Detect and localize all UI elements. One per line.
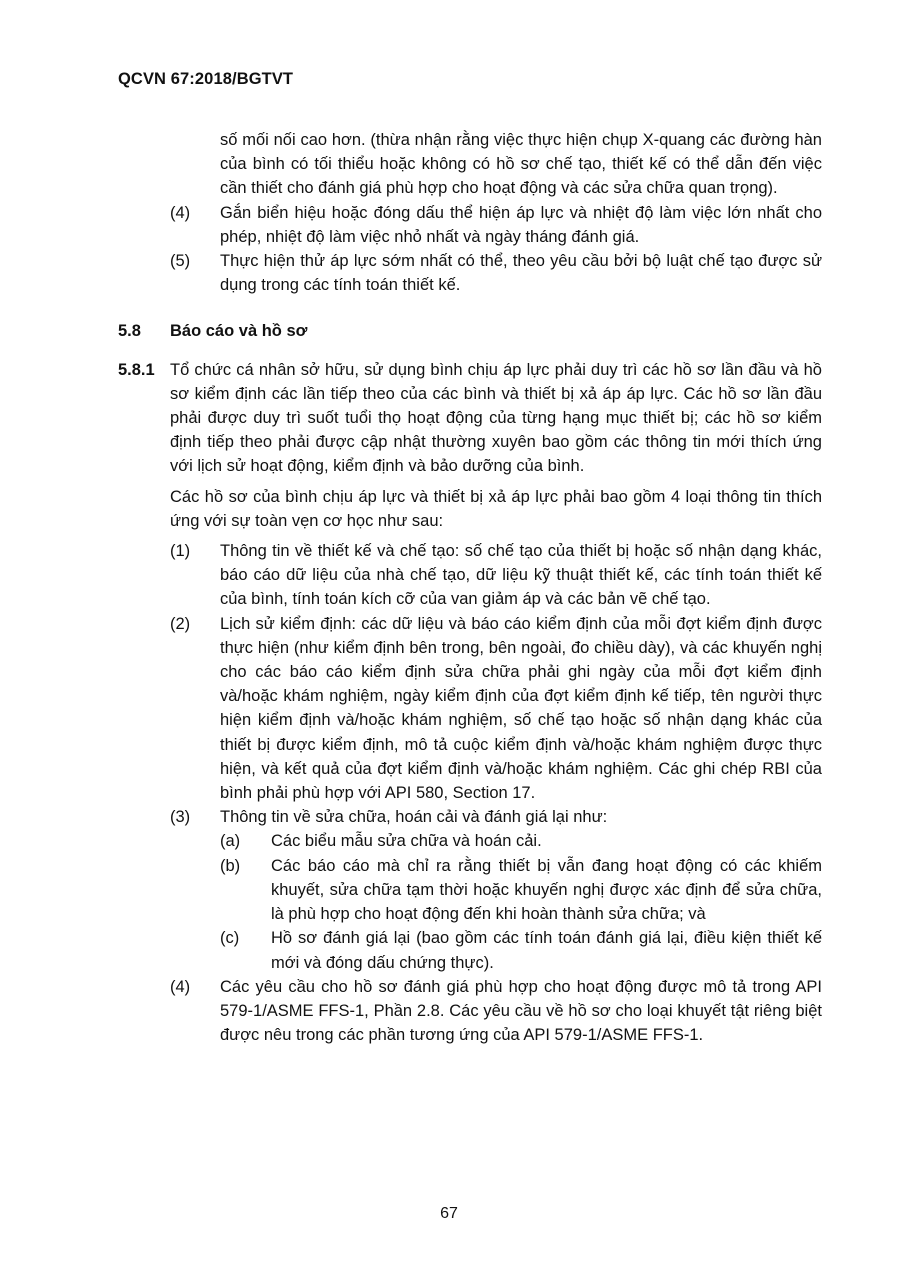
document-code-header: QCVN 67:2018/BGTVT [118,70,294,88]
page-number: 67 [440,1205,458,1222]
list-item [0,201,898,249]
sub-list-item [0,926,898,974]
list-item-text: Thông tin về thiết kế và chế tạo: số chế tạo của thiết bị hoặc số nhận dạng khác, báo cáo dữ liệu của nhà chế tạo, dữ liệu kỹ thuật thiết kế, các tính toán thiết kế của bình, tính toán kích cỡ của van giảm áp và các bản vẽ chế tạo. [220,542,822,609]
list-item-text: Thực hiện thử áp lực sớm nhất có thể, theo yêu cầu bởi bộ luật chế tạo được sử dụng trong các tính toán thiết kế. [220,252,822,295]
section-number: 5.8 [118,322,141,341]
list-item [0,249,898,297]
clause-paragraph: Các hồ sơ của bình chịu áp lực và thiết bị xả áp lực phải bao gồm 4 loại thông tin thích ứng với sự toàn vẹn cơ học như sau: [170,487,822,530]
sub-list-item-text: Các biểu mẫu sửa chữa và hoán cải. [271,832,542,851]
list-item-text: Gắn biển hiệu hoặc đóng dấu thể hiện áp lực và nhiệt độ làm việc lớn nhất cho phép, nhiệt độ làm việc nhỏ nhất và ngày tháng đánh giá. [220,203,822,246]
list-item-text: Các yêu cầu cho hồ sơ đánh giá phù hợp cho hoạt động được mô tả trong API 579-1/ASME FFS-1, Phần 2.8. Các yêu cầu về hồ sơ cho loại khuyết tật riêng biệt được nêu trong các phần tương ứng của API 579-1/ASME FFS-1. [220,977,822,1045]
section-heading [0,319,898,343]
list-item-text: Thông tin về sửa chữa, hoán cải và đánh giá lại như: [220,808,608,827]
sub-list-item-letter: (c) [220,929,240,948]
list-item-number: (4) [170,203,191,222]
list-item-text: Lịch sử kiểm định: các dữ liệu và báo cáo kiểm định của mỗi đợt kiểm định được thực hiện (như kiểm định bên trong, bên ngoài, đo chiều dày), và các khuyến nghị cho các báo cáo kiểm định sửa chữa phải ghi ngày của mỗi đợt kiểm định và/hoặc khám nghiệm, ngày kiểm định của đợt kiểm định kế tiếp, tên người thực hiện kiểm định và/hoặc khám nghiệm, số chế tạo hoặc số nhận dạng khác của thiết bị được kiểm định, mô tả cuộc kiểm định và/hoặc khám nghiệm được thực hiện, và kết quả của đợt kiểm định và/hoặc khám nghiệm. Các ghi chép RBI của bình phải phù hợp với API 580, Section 17. [220,614,822,803]
section-title: Báo cáo và hồ sơ [170,322,308,341]
list-item [0,975,898,1048]
list-item-number: (1) [170,542,191,561]
list-item [0,539,898,612]
list-item [0,612,898,806]
clause-paragraph: Tổ chức cá nhân sở hữu, sử dụng bình chịu áp lực phải duy trì các hồ sơ lần đầu và hồ sơ kiểm định các lần tiếp theo của các bình và thiết bị xả áp áp lực. Các hồ sơ lần đầu phải được duy trì suốt tuổi thọ hoạt động của từng hạng mục thiết bị; các hồ sơ kiểm định tiếp theo phải được cập nhật thường xuyên bao gồm các thông tin mới thích ứng với lịch sử hoạt động, kiểm định và bảo dưỡng của bình. [170,360,822,476]
sub-list-item-letter: (b) [220,856,241,875]
list-item-number: (2) [170,614,191,633]
sub-list-item-letter: (a) [220,832,241,851]
list-item-number: (3) [170,808,191,827]
list-item-number: (5) [170,252,191,271]
sub-list-item [0,854,898,927]
sub-list-item [0,829,898,853]
list-item [0,805,898,829]
continuation-paragraph: số mối nối cao hơn. (thừa nhận rằng việc thực hiện chụp X-quang các đường hàn của bình có tối thiểu hoặc không có hồ sơ chế tạo, thiết kế có thể dẫn đến việc cần thiết cho đánh giá phù hợp cho hoạt động và các sửa chữa quan trọng). [220,131,822,198]
page-content [0,128,898,1047]
list-item-number: (4) [170,977,191,996]
sub-list-item-text: Các báo cáo mà chỉ ra rằng thiết bị vẫn đang hoạt động có các khiếm khuyết, sửa chữa tạm thời hoặc khuyến nghị được xác định để sửa chữa, là phù hợp cho hoạt động đến khi hoàn thành sửa chữa; và [271,856,822,924]
sub-list-item-text: Hồ sơ đánh giá lại (bao gồm các tính toán đánh giá lại, điều kiện thiết kế mới và đóng dấu chứng thực). [271,929,822,972]
clause-number: 5.8.1 [118,360,155,379]
clause [0,358,898,479]
